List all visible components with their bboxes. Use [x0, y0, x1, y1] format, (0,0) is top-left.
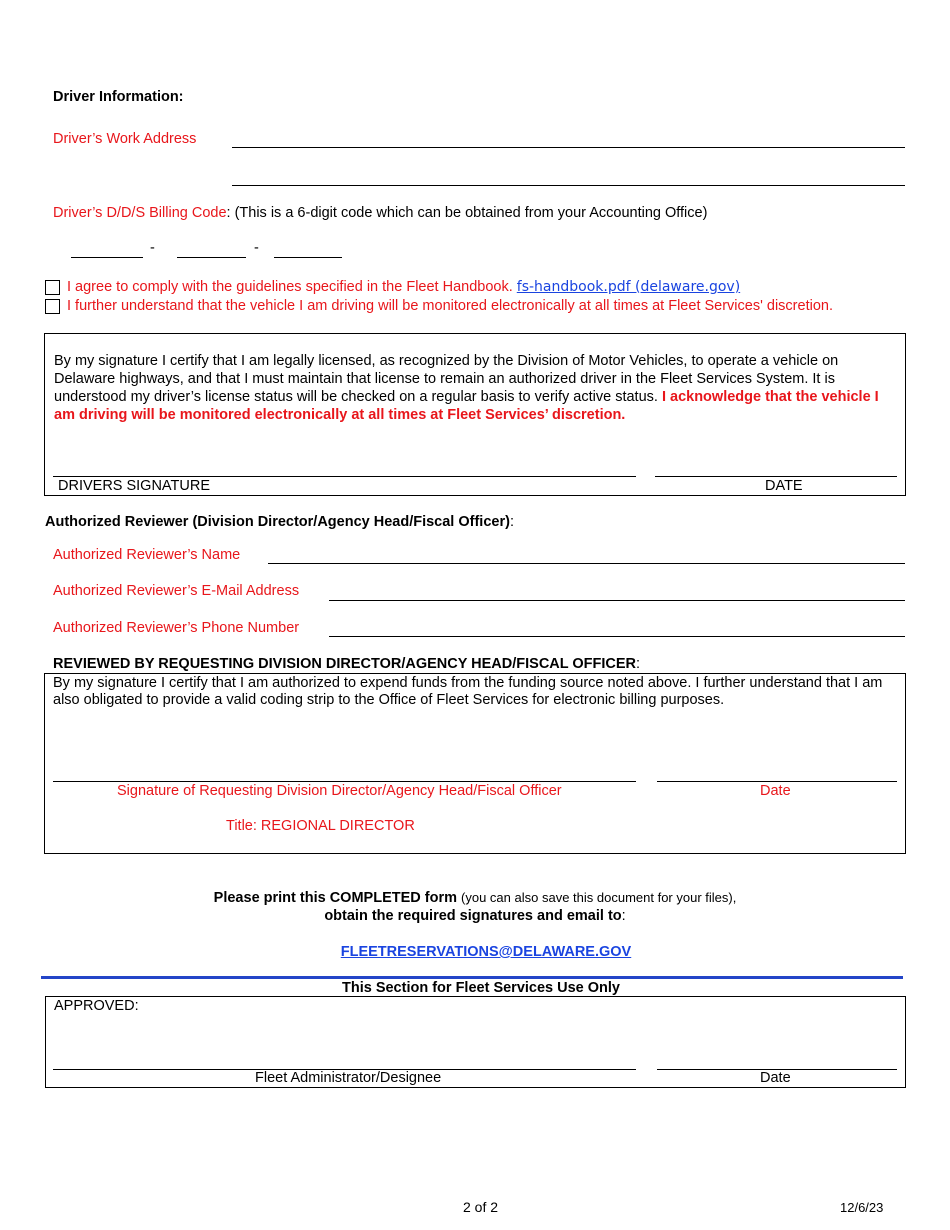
instructions-line-1	[0, 890, 950, 906]
reviewer-section-heading	[45, 514, 514, 530]
billing-separator-2: -	[254, 240, 259, 256]
reviewer-phone-field[interactable]	[329, 636, 905, 637]
billing-code-note: : (This is a 6-digit code which can be obtained from your Accounting Office)	[226, 205, 708, 221]
driver-signature-line[interactable]	[53, 476, 636, 477]
work-address-field-line-1[interactable]	[232, 147, 905, 148]
review-text: By my signature I certify that I am authorized to expend funds from the funding source noted above. I further understand that I am also obligated to provide a valid coding strip to the Office of Fleet Services for electronic billing purposes.	[53, 675, 883, 708]
reviewer-section-colon: :	[509, 514, 514, 530]
agree-checkbox[interactable]	[45, 280, 60, 295]
instructions-obtain: obtain the required signatures and email to	[324, 908, 622, 924]
billing-separator-1: -	[150, 240, 155, 256]
understand-text: I further understand that the vehicle I am driving will be monitored electronically at all times at Fleet Services' discretion.	[67, 298, 833, 314]
certification-bold-text: I acknowledge that the vehicle I am driving will be monitored electronically at all times at Fleet Services’ discretion.	[54, 389, 879, 423]
reviewer-name-label: Authorized Reviewer’s Name	[53, 547, 241, 563]
understand-checkbox[interactable]	[45, 299, 60, 314]
billing-code-field-3[interactable]	[274, 257, 342, 258]
driver-date-label: DATE	[765, 478, 803, 494]
approved-label: APPROVED:	[54, 998, 139, 1014]
review-date-line[interactable]	[657, 781, 897, 782]
instructions-save-note: (you can also save this document for your files),	[461, 890, 737, 905]
section-divider	[41, 976, 903, 979]
certification-box	[44, 333, 906, 496]
review-title-colon: :	[636, 656, 641, 672]
billing-code-label: Driver’s D/D/S Billing Code	[53, 205, 227, 221]
reviewer-email-label: Authorized Reviewer’s E-Mail Address	[53, 583, 300, 599]
certification-text: By my signature I certify that I am legally licensed, as recognized by the Division of Motor Vehicles, to operate a vehicle on Delaware highways, and that I must maintain that license to remain an authorized driver in the Fleet Services System. It is understood my driver’s license status will be checked on a regular basis to verify active status.	[54, 353, 839, 405]
page-number: 2 of 2	[463, 1199, 499, 1215]
work-address-label: Driver’s Work Address	[53, 131, 197, 147]
reviewer-section-title: Authorized Reviewer (Division Director/Agency Head/Fiscal Officer)	[45, 514, 510, 530]
fleet-date-label: Date	[760, 1070, 791, 1086]
review-signature-label: Signature of Requesting Division Director/Agency Head/Fiscal Officer	[117, 783, 562, 799]
agree-row	[67, 279, 740, 295]
fleet-admin-label: Fleet Administrator/Designee	[255, 1070, 442, 1086]
certification-paragraph	[54, 352, 900, 424]
work-address-field-line-2[interactable]	[232, 185, 905, 186]
reviewer-phone-label: Authorized Reviewer’s Phone Number	[53, 620, 300, 636]
review-signature-line[interactable]	[53, 781, 636, 782]
review-title-label: Title: REGIONAL DIRECTOR	[226, 818, 415, 834]
billing-code-field-2[interactable]	[177, 257, 246, 258]
instructions-colon: :	[621, 908, 626, 924]
instructions-line-2	[0, 908, 950, 924]
fleet-email-link[interactable]: FLEETRESERVATIONS@DELAWARE.GOV	[340, 944, 632, 960]
review-date-label: Date	[760, 783, 791, 799]
review-title: REVIEWED BY REQUESTING DIVISION DIRECTOR/AGENCY HEAD/FISCAL OFFICER	[53, 656, 637, 672]
review-box	[44, 673, 906, 854]
fleet-use-title: This Section for Fleet Services Use Only	[341, 980, 620, 996]
review-heading	[53, 656, 640, 672]
driver-section-title: Driver Information:	[53, 89, 184, 105]
revision-date: 12/6/23	[840, 1200, 884, 1215]
driver-signature-label: DRIVERS SIGNATURE	[58, 478, 211, 494]
reviewer-name-field[interactable]	[268, 563, 905, 564]
instructions-email-row	[0, 944, 950, 960]
instructions-print: Please print this COMPLETED form	[213, 890, 457, 906]
billing-code-field-1[interactable]	[71, 257, 143, 258]
billing-code-row	[53, 205, 707, 221]
handbook-link[interactable]: fs-handbook.pdf (delaware.gov)	[516, 279, 741, 295]
reviewer-email-field[interactable]	[329, 600, 905, 601]
agree-text: I agree to comply with the guidelines specified in the Fleet Handbook.	[67, 279, 513, 295]
driver-date-line[interactable]	[655, 476, 897, 477]
